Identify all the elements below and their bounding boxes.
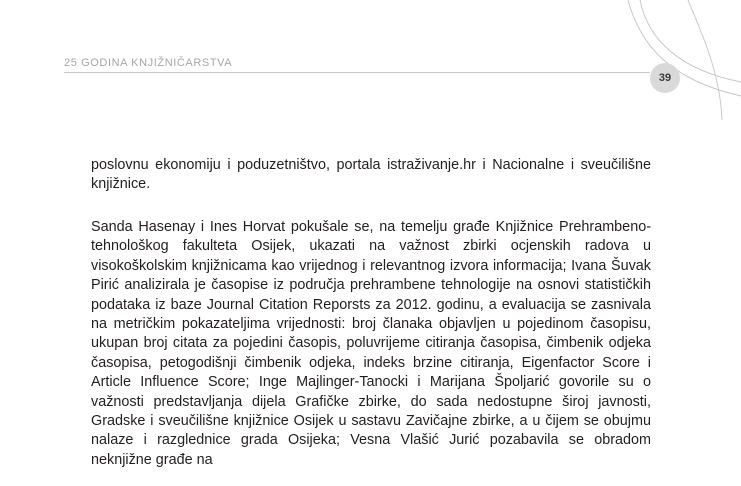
body-paragraph bbox=[91, 218, 651, 470]
running-header-title: 25 GODINA KNJIŽNIČARSTVA bbox=[64, 57, 233, 69]
page-number-badge bbox=[650, 63, 680, 93]
body-paragraph bbox=[91, 156, 651, 195]
header-divider bbox=[64, 72, 650, 73]
paragraph-text: Sanda Hasenay i Ines Horvat pokušale se, na temelju građe Knjižnice Prehrambeno-tehnološkog fakulteta Osijek, ukazati na važnost zbirki ocjenskih radova u visokoškolskim knjižnicama kao vrijednog i relevantnog izvora informacija; Ivana Šuvak Pirić analizirala je časopise iz područja prehrambene tehnologije na osnovi statističkih podataka iz baze Journal Citation Reporsts za 2012. godinu, a evaluacija se zasnivala na metričkim pokazateljima vrijednosti: broj članaka objavljen u pojedinom časopisu, ukupan broj citata za pojedini časopis, poluvrijeme citiranja časopisa, čimbenik odjeka časopisa, petogodišnji čimbenik odjeka, indeks brzine citiranja, Eigenfactor Score i Article Influence Score; Inge Majlinger-Tanocki i Marijana Špoljarić govorile su o važnosti predstavljanja dijela Grafičke zbirke, do sada nedostupne široj javnosti, Gradske i sveučilišne knjižnice Osijek u sastavu Zavičajne zbirke, a u čijem se obujmu nalaze i razglednice grada Osijeka; Vesna Vlašić Jurić pozabavila se obradom neknjižne građe na bbox=[91, 219, 651, 468]
page-number: 39 bbox=[658, 72, 672, 84]
paragraph-text: poslovnu ekonomiju i poduzetništvo, portala istraživanje.hr i Nacionalne i sveučilišne knjižnice. bbox=[91, 157, 651, 193]
decorative-arc-lines bbox=[600, 0, 741, 120]
